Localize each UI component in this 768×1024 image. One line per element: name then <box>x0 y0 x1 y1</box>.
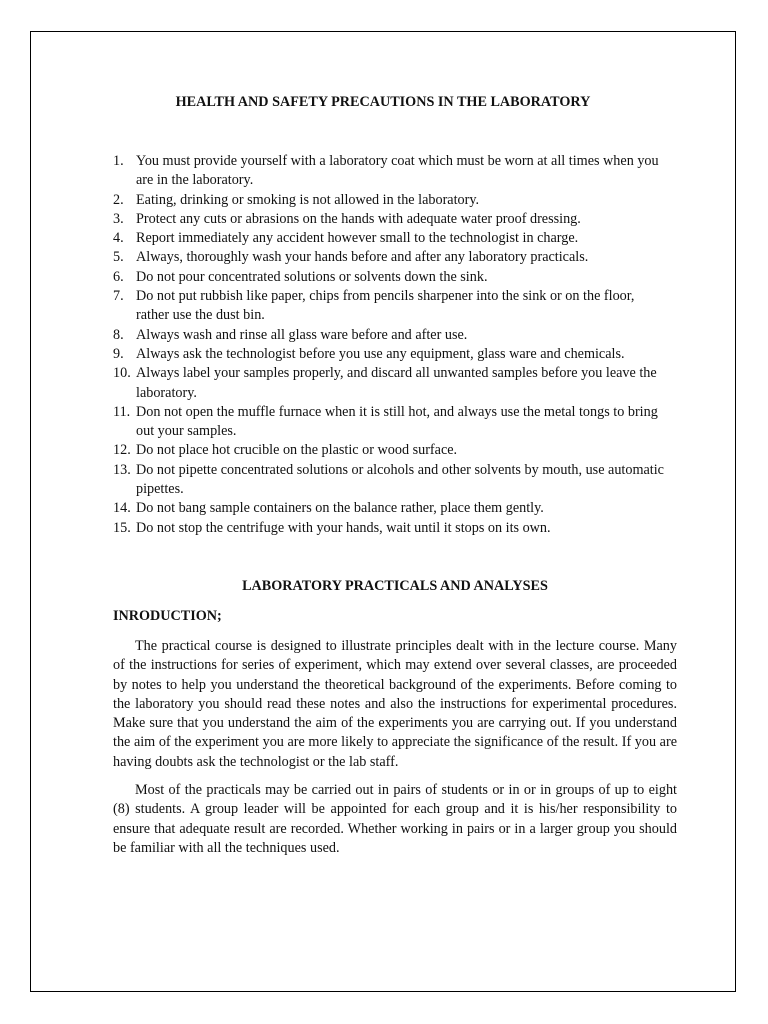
list-item <box>113 364 677 403</box>
groups-paragraph: Most of the practicals may be carried out in pairs of students or in or in groups of up to eight (8) students. A group leader will be appointed for each group and it is his/her responsibility to ensure that adequate result are recorded. Whether working in pairs or in a larger group you should be familiar with all the techniques used. <box>113 782 677 856</box>
list-item-text: You must provide yourself with a laboratory coat which must be worn at all times when you are in the laboratory. <box>136 153 659 189</box>
intro-heading: INRODUCTION; <box>113 608 222 624</box>
list-item-number: 2. <box>113 191 124 208</box>
list-item-text: Do not place hot crucible on the plastic or wood surface. <box>136 442 458 459</box>
list-item-text: Always ask the technologist before you use any equipment, glass ware and chemicals. <box>136 345 625 362</box>
list-item-text: Do not bang sample containers on the balance rather, place them gently. <box>136 500 544 517</box>
precautions-list <box>113 152 677 538</box>
list-item <box>113 268 677 287</box>
list-item-number: 11. <box>113 403 131 420</box>
list-item-text: Eating, drinking or smoking is not allowed in the laboratory. <box>136 191 480 208</box>
list-item-number: 1. <box>113 153 124 169</box>
list-item <box>113 287 677 326</box>
list-item <box>113 229 677 248</box>
list-item-text: Do not stop the centrifuge with your hands, wait until it stops on its own. <box>136 519 551 536</box>
list-item <box>113 152 677 191</box>
list-item-number: 14. <box>113 500 131 517</box>
list-item <box>113 248 677 267</box>
list-item <box>113 403 677 442</box>
list-item-text: Do not pour concentrated solutions or solvents down the sink. <box>136 268 488 285</box>
list-item-text: Always label your samples properly, and discard all unwanted samples before you leave the laboratory. <box>136 365 657 401</box>
section-title: LABORATORY PRACTICALS AND ANALYSES <box>242 578 548 594</box>
list-item <box>113 499 677 518</box>
list-item-number: 3. <box>113 210 124 227</box>
list-item-number: 4. <box>113 230 124 247</box>
list-item <box>113 345 677 364</box>
list-item-text: Protect any cuts or abrasions on the hands with adequate water proof dressing. <box>136 210 581 227</box>
list-item <box>113 191 677 210</box>
list-item-number: 15. <box>113 519 131 536</box>
list-item-text: Always, thoroughly wash your hands before and after any laboratory practicals. <box>136 249 589 266</box>
list-item-number: 10. <box>113 365 131 382</box>
list-item <box>113 461 677 500</box>
list-item-number: 13. <box>113 461 131 478</box>
list-item-text: Do not pipette concentrated solutions or alcohols and other solvents by mouth, use automatic pipettes. <box>136 461 664 498</box>
list-item-text: Do not put rubbish like paper, chips from pencils sharpener into the sink or on the floor, rather use the dust bin. <box>136 288 635 324</box>
list-item <box>113 326 677 345</box>
list-item-text: Don not open the muffle furnace when it is still hot, and always use the metal tongs to bring out your samples. <box>136 403 658 440</box>
list-item <box>113 519 677 538</box>
list-item-number: 7. <box>113 288 124 305</box>
list-item-text: Always wash and rinse all glass ware before and after use. <box>136 326 468 343</box>
intro-paragraph: The practical course is designed to illustrate principles dealt with in the lecture course. Many of the instructions for series of experiment, which may extend over several classes, are proceeded by notes to help you understand the theoretical background of the experiments. Before coming to the laboratory you should read these notes and also the instructions for experimental procedures. Make sure that you understand the aim of the experiments you are carrying out. If you understand the aim of the experiment you are more likely to appreciate the significance of the result. If you are having doubts ask the technologist or the lab staff. <box>113 638 677 770</box>
list-item <box>113 210 677 229</box>
list-item-text: Report immediately any accident however small to the technologist in charge. <box>136 230 579 247</box>
document-title: HEALTH AND SAFETY PRECAUTIONS IN THE LABORATORY <box>175 94 591 110</box>
list-item-number: 6. <box>113 268 124 285</box>
list-item-number: 5. <box>113 249 124 266</box>
list-item-number: 12. <box>113 442 131 459</box>
list-item-number: 9. <box>113 345 124 362</box>
list-item-number: 8. <box>113 326 124 343</box>
list-item <box>113 441 677 460</box>
